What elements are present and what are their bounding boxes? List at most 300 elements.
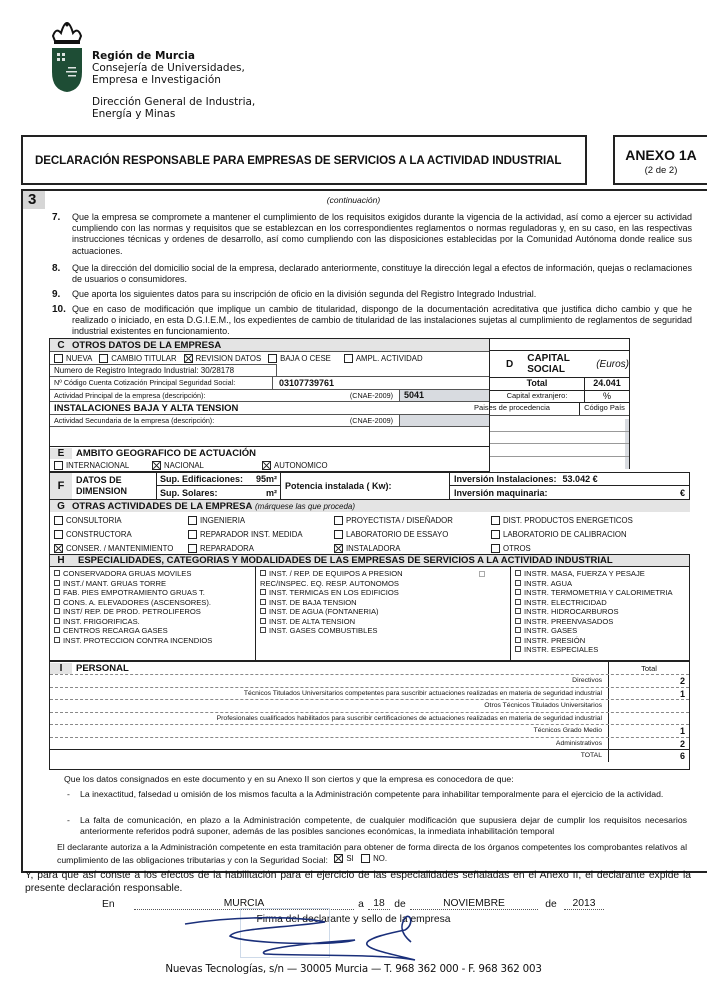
personnel-value[interactable]: 2 <box>608 675 689 687</box>
annex-label: ANEXO 1A <box>625 147 697 163</box>
country-row <box>490 444 629 457</box>
personnel-label: TOTAL <box>580 752 602 760</box>
option-label: LABORATORIO DE ESSAYO <box>346 529 449 539</box>
option-autonomico[interactable] <box>262 461 328 470</box>
option-dist-productos[interactable] <box>491 513 691 527</box>
option-label: CONSTRUCTORA <box>66 529 132 539</box>
section-e <box>49 447 490 472</box>
specialty-label: INST. PROTECCION CONTRA INCENDIOS <box>63 635 213 645</box>
specialty-label: INSTR. PREENVASADOS <box>524 616 614 626</box>
specialty-label: INSTR. TERMOMETRIA Y CALORIMETRIA <box>524 588 673 597</box>
section-e-letter: E <box>50 448 72 459</box>
specialty-item[interactable] <box>54 569 251 579</box>
option-revision-datos[interactable] <box>184 354 262 363</box>
buildings-surface-row <box>157 473 280 486</box>
personnel-row-profesionales <box>50 712 689 725</box>
clause-text: Que aporta los siguientes datos para su inscripción de oficio en la división segunda del Registro Integrado Industrial. <box>72 289 537 299</box>
specialty-item[interactable] <box>515 636 687 646</box>
buildings-surface-value[interactable]: 95m² <box>255 474 277 484</box>
option-label: REPARADOR INST. MEDIDA <box>200 529 303 539</box>
year-field[interactable]: 2013 <box>564 898 604 910</box>
option-nueva[interactable] <box>54 354 92 363</box>
cnae-label: (CNAE-2009) <box>308 390 400 401</box>
section-f-title <box>72 473 157 499</box>
specialty-label: INST. FRIGORIFICAS. <box>63 616 140 626</box>
install-investment-label: Inversión Instalaciones: <box>454 474 557 484</box>
specialty-label: INSTR. ELECTRICIDAD <box>524 597 607 607</box>
region-murcia-coat-of-arms-icon <box>50 22 84 94</box>
section-f <box>49 472 690 500</box>
clause-text: Que la dirección del domicilio social de la empresa, declarado anteriormente, constituye la dirección legal a efectos de información, quejas o reclamaciones de usuarios o consumidores. <box>72 263 692 285</box>
checkbox[interactable] <box>260 570 266 576</box>
option-label: CAMBIO TITULAR <box>111 353 177 363</box>
personnel-row-total <box>50 749 689 762</box>
checkbox[interactable] <box>188 530 197 539</box>
section-d-letter: D <box>506 358 514 370</box>
checkbox[interactable] <box>491 530 500 539</box>
country-row <box>490 457 629 470</box>
main-activity-row <box>50 389 489 401</box>
annex-page: (2 de 2) <box>644 165 678 176</box>
checkbox-ampl-actividad[interactable] <box>344 354 353 363</box>
signature-label: Firma del declarante y sello de la empresa <box>256 914 451 925</box>
option-ampl-actividad[interactable] <box>344 354 423 363</box>
country-row <box>490 419 629 432</box>
country-code-cell[interactable] <box>625 419 629 431</box>
checkbox[interactable] <box>188 516 197 525</box>
directorate-line2: Energía y Minas <box>92 108 176 120</box>
countries-header-row <box>474 403 629 416</box>
specialty-item[interactable] <box>54 626 251 636</box>
authorization-statement <box>57 842 687 866</box>
country-name-cell[interactable] <box>490 457 625 470</box>
social-security-label: Nº Código Cuenta Cotización Principal Seguridad Social: <box>50 377 273 389</box>
continuation-label: (continuación) <box>326 195 381 205</box>
specialty-label: CONS. A. ELEVADORES (ASCENSORES). <box>63 597 211 607</box>
machinery-investment-row <box>450 486 689 499</box>
specialties-column-2 <box>255 567 510 661</box>
country-name-cell[interactable] <box>490 432 625 444</box>
option-consultoria[interactable] <box>54 513 188 527</box>
option-proyectista[interactable] <box>334 513 491 527</box>
option-label: LABORATORIO DE CALIBRACION <box>503 529 627 539</box>
personnel-row-grado-medio <box>50 724 689 737</box>
install-investment-row <box>450 473 689 486</box>
section-e-title: AMBITO GEOGRAFICO DE ACTUACIÓN <box>76 447 256 459</box>
section-g <box>49 500 690 554</box>
specialty-label: INST. TERMICAS EN LOS EDIFICIOS <box>269 588 399 597</box>
other-activities-grid <box>50 512 690 555</box>
specialty-item[interactable] <box>515 569 687 579</box>
personnel-label: Técnicos Titulados Universitarios competentes para suscribir actuaciones realizadas en materia de seguridad industrial <box>243 689 602 697</box>
scope-options <box>50 459 489 471</box>
option-nacional[interactable] <box>152 461 262 470</box>
checkbox[interactable] <box>54 530 63 539</box>
specialty-item[interactable] <box>515 588 687 598</box>
clause-text: Que la empresa se compromete a mantener el cumplimiento de los requisitos exigidos durante la vigencia de la actividad, así como a ejercer su actividad cumpliendo con las normas y requisitos que se establezcan en los correspondientes reglamentos o normas reguladoras y, en su caso, en las respectivas instrucciones técnicas y ordenes de desarrollo, así como cumpliendo con las disposiciones establecidas por la Comunidad Autónoma donde realice sus actuaciones. <box>72 212 692 256</box>
option-label: CONSULTORIA <box>66 515 122 525</box>
clause-number: 7. <box>52 212 61 223</box>
option-label: REPARADORA <box>200 543 255 553</box>
checkbox[interactable] <box>515 580 521 586</box>
signature-icon <box>175 910 445 970</box>
section-d-top-spacer <box>490 339 629 351</box>
request-type-options <box>50 351 489 364</box>
checkbox[interactable] <box>54 589 60 595</box>
specialty-item[interactable] <box>54 598 251 608</box>
install-investment-value[interactable]: 53.042 € <box>562 474 598 484</box>
specialty-label: INST. DE AGUA (FONTANERIA) <box>269 607 379 616</box>
machinery-investment-label: Inversión maquinaria: <box>454 487 548 498</box>
authorize-no-option[interactable] <box>361 853 387 864</box>
specialty-item[interactable] <box>515 617 687 627</box>
declaration-text: Y, para que así conste a los efectos de la habilitación para el ejercicio de las especialidades señaladas en el Anexo II, el declarante expide la presente declaración responsable. <box>25 870 691 894</box>
capital-total-row <box>490 378 629 391</box>
specialty-label: INSTR. HIDROCARBUROS <box>524 607 619 616</box>
checkbox[interactable] <box>334 516 343 525</box>
solar-surface-label: Sup. Solares: <box>160 487 218 498</box>
option-label: CONSER. / MANTENIMIENTO <box>66 543 174 553</box>
option-label: NACIONAL <box>164 460 204 470</box>
option-label: INTERNACIONAL <box>66 460 130 470</box>
checkbox[interactable] <box>260 589 266 595</box>
social-security-value[interactable]: 03107739761 <box>279 378 335 388</box>
section-i-header <box>50 661 689 674</box>
specialty-item[interactable] <box>54 636 251 646</box>
section-h-title: ESPECIALIDADES, CATEGORIAS Y MODALIDADES DE LAS EMPRESAS DE SERVICIOS A LA ACTIVIDAD INDUSTRIAL <box>78 555 613 566</box>
footer-address: Nuevas Tecnologías, s/n — 30005 Murcia — T. 968 362 000 - F. 968 362 003 <box>165 963 542 975</box>
clause-8 <box>52 263 692 285</box>
checkbox[interactable] <box>54 580 60 586</box>
total-column-header: Total <box>608 662 689 674</box>
en-label: En <box>102 899 115 910</box>
option-laboratorio-ensayo[interactable] <box>334 527 491 541</box>
personnel-row-directivos <box>50 674 689 687</box>
secondary-activity-row <box>50 414 489 426</box>
checkbox[interactable] <box>260 627 266 633</box>
specialty-label: INSTR. ESPECIALES <box>524 645 599 654</box>
specialty-item-continued <box>260 579 506 589</box>
registry-number-field <box>50 364 277 376</box>
checkbox-no[interactable] <box>361 854 370 863</box>
checkbox-revision-datos-checked[interactable] <box>184 354 193 363</box>
day-field[interactable]: 18 <box>368 898 390 910</box>
checkbox[interactable] <box>54 627 60 633</box>
personnel-value[interactable] <box>608 700 689 712</box>
country-name-cell[interactable] <box>490 444 625 456</box>
personnel-label: Técnicos Grado Medio <box>533 727 602 735</box>
bullet-dash: - <box>67 815 70 825</box>
clause-number: 8. <box>52 263 61 274</box>
checkbox[interactable] <box>260 599 266 605</box>
section-c-letter: C <box>57 339 65 351</box>
statement-bullet-2 <box>67 815 687 837</box>
specialty-label: CONSERVADORA GRUAS MOVILES <box>63 569 192 578</box>
bullet-dash: - <box>67 789 70 799</box>
solar-surface-value[interactable]: m² <box>266 487 277 498</box>
personnel-label: Profesionales cualificados habilitados para suscribir certificaciones de actuaciones realizadas en materia de seguridad industrial <box>216 714 602 722</box>
option-instaladora[interactable] <box>334 541 491 555</box>
si-label: SI <box>346 854 354 863</box>
foreign-capital-row <box>490 391 629 403</box>
specialty-item[interactable] <box>54 588 251 598</box>
section-c-header <box>50 339 489 351</box>
checkbox[interactable] <box>54 516 63 525</box>
statements-intro: Que los datos consignados en este documento y en su Anexo II son ciertos y que la empresa es conocedora de que: <box>64 774 514 784</box>
specialty-label: INSTR. AGUA <box>524 578 573 588</box>
section-c-title: OTROS DATOS DE LA EMPRESA <box>72 339 222 351</box>
checkbox[interactable] <box>54 570 60 576</box>
option-label: INSTALADORA <box>346 543 401 553</box>
capital-total-label: Total <box>490 378 585 390</box>
checkbox-checked[interactable] <box>334 544 343 553</box>
checkbox[interactable] <box>491 544 500 553</box>
specialty-item[interactable] <box>54 607 251 617</box>
personnel-label: Administrativos <box>555 739 602 747</box>
checkbox[interactable] <box>515 608 521 614</box>
de-label: de <box>394 899 406 910</box>
checkbox-internacional[interactable] <box>54 461 63 470</box>
clause-number: 10. <box>52 304 66 315</box>
city-field[interactable]: MURCIA <box>134 898 354 910</box>
personnel-value[interactable] <box>608 713 689 725</box>
clause-text: Que en caso de modificación que implique un cambio de titularidad, dispongo de la documentación acreditativa que justifica dicho cambio y que he realizado o iniciado, en esta D.G.I.E.M., los expedientes de cambio de titularidad de las instalaciones sujetas al cumplimiento de reglamentos de seguridad industrial existentes en funcionamiento. <box>72 304 692 337</box>
main-activity-label: Actividad Principal de la empresa (descripción): <box>54 391 206 400</box>
section-i <box>49 661 690 770</box>
specialty-label: INST. DE ALTA TENSION <box>269 616 356 626</box>
specialty-item[interactable] <box>260 626 506 636</box>
section-g-header <box>50 500 690 512</box>
no-label: NO. <box>373 854 388 863</box>
option-reparador-inst-medida[interactable] <box>188 527 334 541</box>
option-label: OTROS <box>503 543 531 553</box>
directorate-name <box>92 96 255 120</box>
option-constructora[interactable] <box>54 527 188 541</box>
personnel-label: Directivos <box>572 677 602 685</box>
option-reparadora[interactable] <box>188 541 334 555</box>
org-department-line1: Consejería de Universidades, <box>92 62 245 74</box>
country-name-cell[interactable] <box>490 419 625 431</box>
annex-box <box>613 135 707 185</box>
countries-label: Paises de procedencia <box>445 403 580 415</box>
checkbox-si-checked[interactable] <box>334 854 343 863</box>
specialties-column-3 <box>510 567 691 661</box>
specialty-label: INST. GASES COMBUSTIBLES <box>269 626 378 635</box>
section-c <box>49 338 490 447</box>
country-code-cell[interactable] <box>625 432 629 444</box>
option-otros[interactable] <box>491 541 691 555</box>
personnel-value[interactable]: 2 <box>608 738 689 750</box>
checkbox[interactable] <box>491 516 500 525</box>
option-label: AMPL. ACTIVIDAD <box>355 353 423 363</box>
option-label: BAJA O CESE <box>280 353 331 363</box>
section-d-header <box>490 351 629 378</box>
section-g-subtitle: (márquese las que proceda) <box>254 501 356 511</box>
option-laboratorio-calibracion[interactable] <box>491 527 691 541</box>
section-d-title: CAPITAL SOCIAL <box>527 353 570 375</box>
authorization-text: El declarante autoriza a la Administración competente en esta tramitación para obtener de forma directa de los órganos competentes los comprobantes relativos al cumplimiento de las obligaciones tributarias y con la Seguridad Social: <box>57 842 687 865</box>
specialty-label: CENTROS RECARGA GASES <box>63 626 168 635</box>
country-code-cell[interactable] <box>625 444 629 456</box>
org-department-line2: Empresa e Investigación <box>92 74 221 86</box>
installed-power-label: Potencia instalada ( Kw): <box>285 481 392 491</box>
main-activity-value[interactable]: INSTALACIONES BAJA Y ALTA TENSION <box>50 401 489 414</box>
foreign-capital-value[interactable]: % <box>602 391 611 401</box>
checkbox[interactable] <box>515 570 521 576</box>
specialty-item[interactable] <box>515 579 687 589</box>
checkbox[interactable] <box>260 608 266 614</box>
cnae-label: (CNAE-2009) <box>308 415 400 426</box>
statement-bullet-1 <box>67 789 687 800</box>
section-3-number: 3 <box>23 191 45 209</box>
checkbox-baja-cese[interactable] <box>268 354 277 363</box>
authorize-si-option[interactable] <box>334 853 353 864</box>
checkbox[interactable] <box>334 530 343 539</box>
specialties-column-1 <box>50 567 255 647</box>
personnel-label: Otros Técnicos Titulados Universitarios <box>484 702 602 710</box>
section-f-letter: F <box>50 473 72 499</box>
checkbox[interactable] <box>515 637 521 643</box>
organization-name <box>92 50 245 86</box>
personnel-row-otros-tecnicos <box>50 699 689 712</box>
month-field[interactable]: NOVIEMBRE <box>410 898 538 910</box>
installed-power-field[interactable] <box>281 473 450 499</box>
personnel-row-administrativos <box>50 737 689 750</box>
specialty-label: INST./ MANT. GRUAS TORRE <box>63 578 167 588</box>
document-title: DECLARACIÓN RESPONSABLE PARA EMPRESAS DE SERVICIOS A LA ACTIVIDAD INDUSTRIAL <box>21 135 587 185</box>
specialty-label: REC/INSPEC. EQ. RESP. AUTONOMOS <box>260 578 399 588</box>
specialty-label: INSTR. GASES <box>524 626 578 635</box>
checkbox[interactable] <box>479 571 485 577</box>
option-label: NUEVA <box>66 353 93 363</box>
secondary-activity-label: Actividad Secundaria de la empresa (descripción): <box>54 416 215 425</box>
personnel-value[interactable]: 1 <box>608 725 689 737</box>
checkbox[interactable] <box>54 618 60 624</box>
specialty-item[interactable] <box>54 579 251 589</box>
section-d-unit: (Euros) <box>596 358 629 370</box>
clause-9 <box>52 289 692 300</box>
machinery-investment-value[interactable]: € <box>679 487 685 498</box>
checkbox[interactable] <box>188 544 197 553</box>
section-e-header <box>50 447 489 459</box>
specialty-item[interactable] <box>515 598 687 608</box>
secondary-cnae-value[interactable] <box>400 415 489 426</box>
checkbox[interactable] <box>260 618 266 624</box>
personnel-value[interactable]: 1 <box>608 688 689 700</box>
checkbox[interactable] <box>54 637 60 643</box>
section-g-title: OTRAS ACTIVIDADES DE LA EMPRESA <box>72 500 253 512</box>
option-cambio-titular[interactable] <box>99 354 176 363</box>
option-baja-cese[interactable] <box>268 354 331 363</box>
country-code-cell[interactable] <box>625 457 629 470</box>
checkbox-cambio-titular[interactable] <box>99 354 108 363</box>
specialty-label: INST. / REP. DE EQUIPOS A PRESION <box>269 569 403 578</box>
specialty-label: FAB. PIES EMPOTRAMIENTO GRUAS T. <box>63 588 205 597</box>
checkbox-nacional-checked[interactable] <box>152 461 161 470</box>
option-conser-mantenimiento[interactable] <box>54 541 188 555</box>
checkbox[interactable] <box>54 599 60 605</box>
specialty-item[interactable] <box>260 598 506 608</box>
specialty-item[interactable] <box>260 607 506 617</box>
option-label: INGENIERIA <box>200 515 246 525</box>
option-label: DIST. PRODUCTOS ENERGETICOS <box>503 515 633 525</box>
buildings-surface-label: Sup. Edificaciones: <box>160 474 244 484</box>
section-f-title-line2: DIMENSION <box>76 486 128 496</box>
personnel-total-value: 6 <box>608 750 689 762</box>
section-h-header <box>50 555 689 567</box>
specialty-label: INSTR. MASA, FUERZA Y PESAJE <box>524 569 645 578</box>
a-label: a <box>358 899 364 910</box>
option-internacional[interactable] <box>54 461 152 470</box>
section-h-letter: H <box>57 555 65 566</box>
main-cnae-value[interactable]: 5041 <box>400 390 489 401</box>
specialty-item[interactable] <box>260 588 506 598</box>
section-i-title: PERSONAL <box>76 662 129 674</box>
section-i-title-cell <box>50 662 608 674</box>
section-g-letter: G <box>57 500 65 512</box>
specialty-item[interactable] <box>260 569 506 579</box>
country-code-label: Código País <box>584 403 625 412</box>
section-i-letter: I <box>50 663 72 674</box>
solar-surface-row <box>157 486 280 499</box>
checkbox-nueva[interactable] <box>54 354 63 363</box>
option-label: REVISION DATOS <box>195 353 262 363</box>
option-label: AUTONOMICO <box>274 460 328 470</box>
specialty-label: INST. DE BAJA TENSION <box>269 597 357 607</box>
statement-text: La falta de comunicación, en plazo a la Administración competente, de cualquier modificación que supusiera dejar de cumplir los requisitos necesarios anteriormente referidos podrá suponer, además de las posibles sanciones económicas, la inmediata inhabilitación temporal <box>80 815 687 836</box>
clause-10 <box>52 304 692 338</box>
foreign-capital-label: Capital extranjero: <box>490 391 585 402</box>
checkbox[interactable] <box>515 618 521 624</box>
personnel-row-tecnicos-titulados <box>50 687 689 700</box>
specialties-columns <box>50 567 689 661</box>
section-f-title-line1: DATOS DE <box>76 475 122 485</box>
checkbox-checked[interactable] <box>54 544 63 553</box>
place-date-line <box>102 898 642 910</box>
specialty-item[interactable] <box>515 645 687 655</box>
registry-number: Numero de Registro Integrado Industrial: 30/28178 <box>54 366 235 375</box>
investment-fields <box>450 473 689 499</box>
specialty-item[interactable] <box>54 617 251 627</box>
specialty-label: INST/ REP. DE PROD. PETROLIFEROS <box>63 607 201 616</box>
directorate-line1: Dirección General de Industria, <box>92 96 256 108</box>
specialty-item[interactable] <box>515 626 687 636</box>
checkbox[interactable] <box>515 599 521 605</box>
checkbox[interactable] <box>515 646 521 652</box>
capital-total-value[interactable]: 24.041 <box>593 378 621 388</box>
checkbox-autonomico-checked[interactable] <box>262 461 271 470</box>
org-region: Región de Murcia <box>92 50 195 62</box>
checkbox[interactable] <box>515 627 521 633</box>
de-label-2: de <box>545 899 557 910</box>
secondary-activity-value[interactable] <box>50 426 489 446</box>
surface-fields <box>157 473 281 499</box>
statement-text: La inexactitud, falsedad u omisión de los mismos faculta a la Administración competente para inhabilitar temporalmente para el ejercicio de la actividad. <box>80 789 664 799</box>
specialty-item[interactable] <box>260 617 506 627</box>
country-row <box>490 432 629 445</box>
clause-7 <box>52 212 692 257</box>
specialty-item[interactable] <box>515 607 687 617</box>
checkbox[interactable] <box>54 608 60 614</box>
checkbox[interactable] <box>515 589 521 595</box>
section-h <box>49 554 690 661</box>
option-label: PROYECTISTA / DISEÑADOR <box>346 515 453 525</box>
specialty-label: INSTR. PRESIÓN <box>524 635 586 645</box>
social-security-row <box>50 376 489 389</box>
option-ingenieria[interactable] <box>188 513 334 527</box>
clause-number: 9. <box>52 289 61 300</box>
countries-table <box>490 419 630 469</box>
